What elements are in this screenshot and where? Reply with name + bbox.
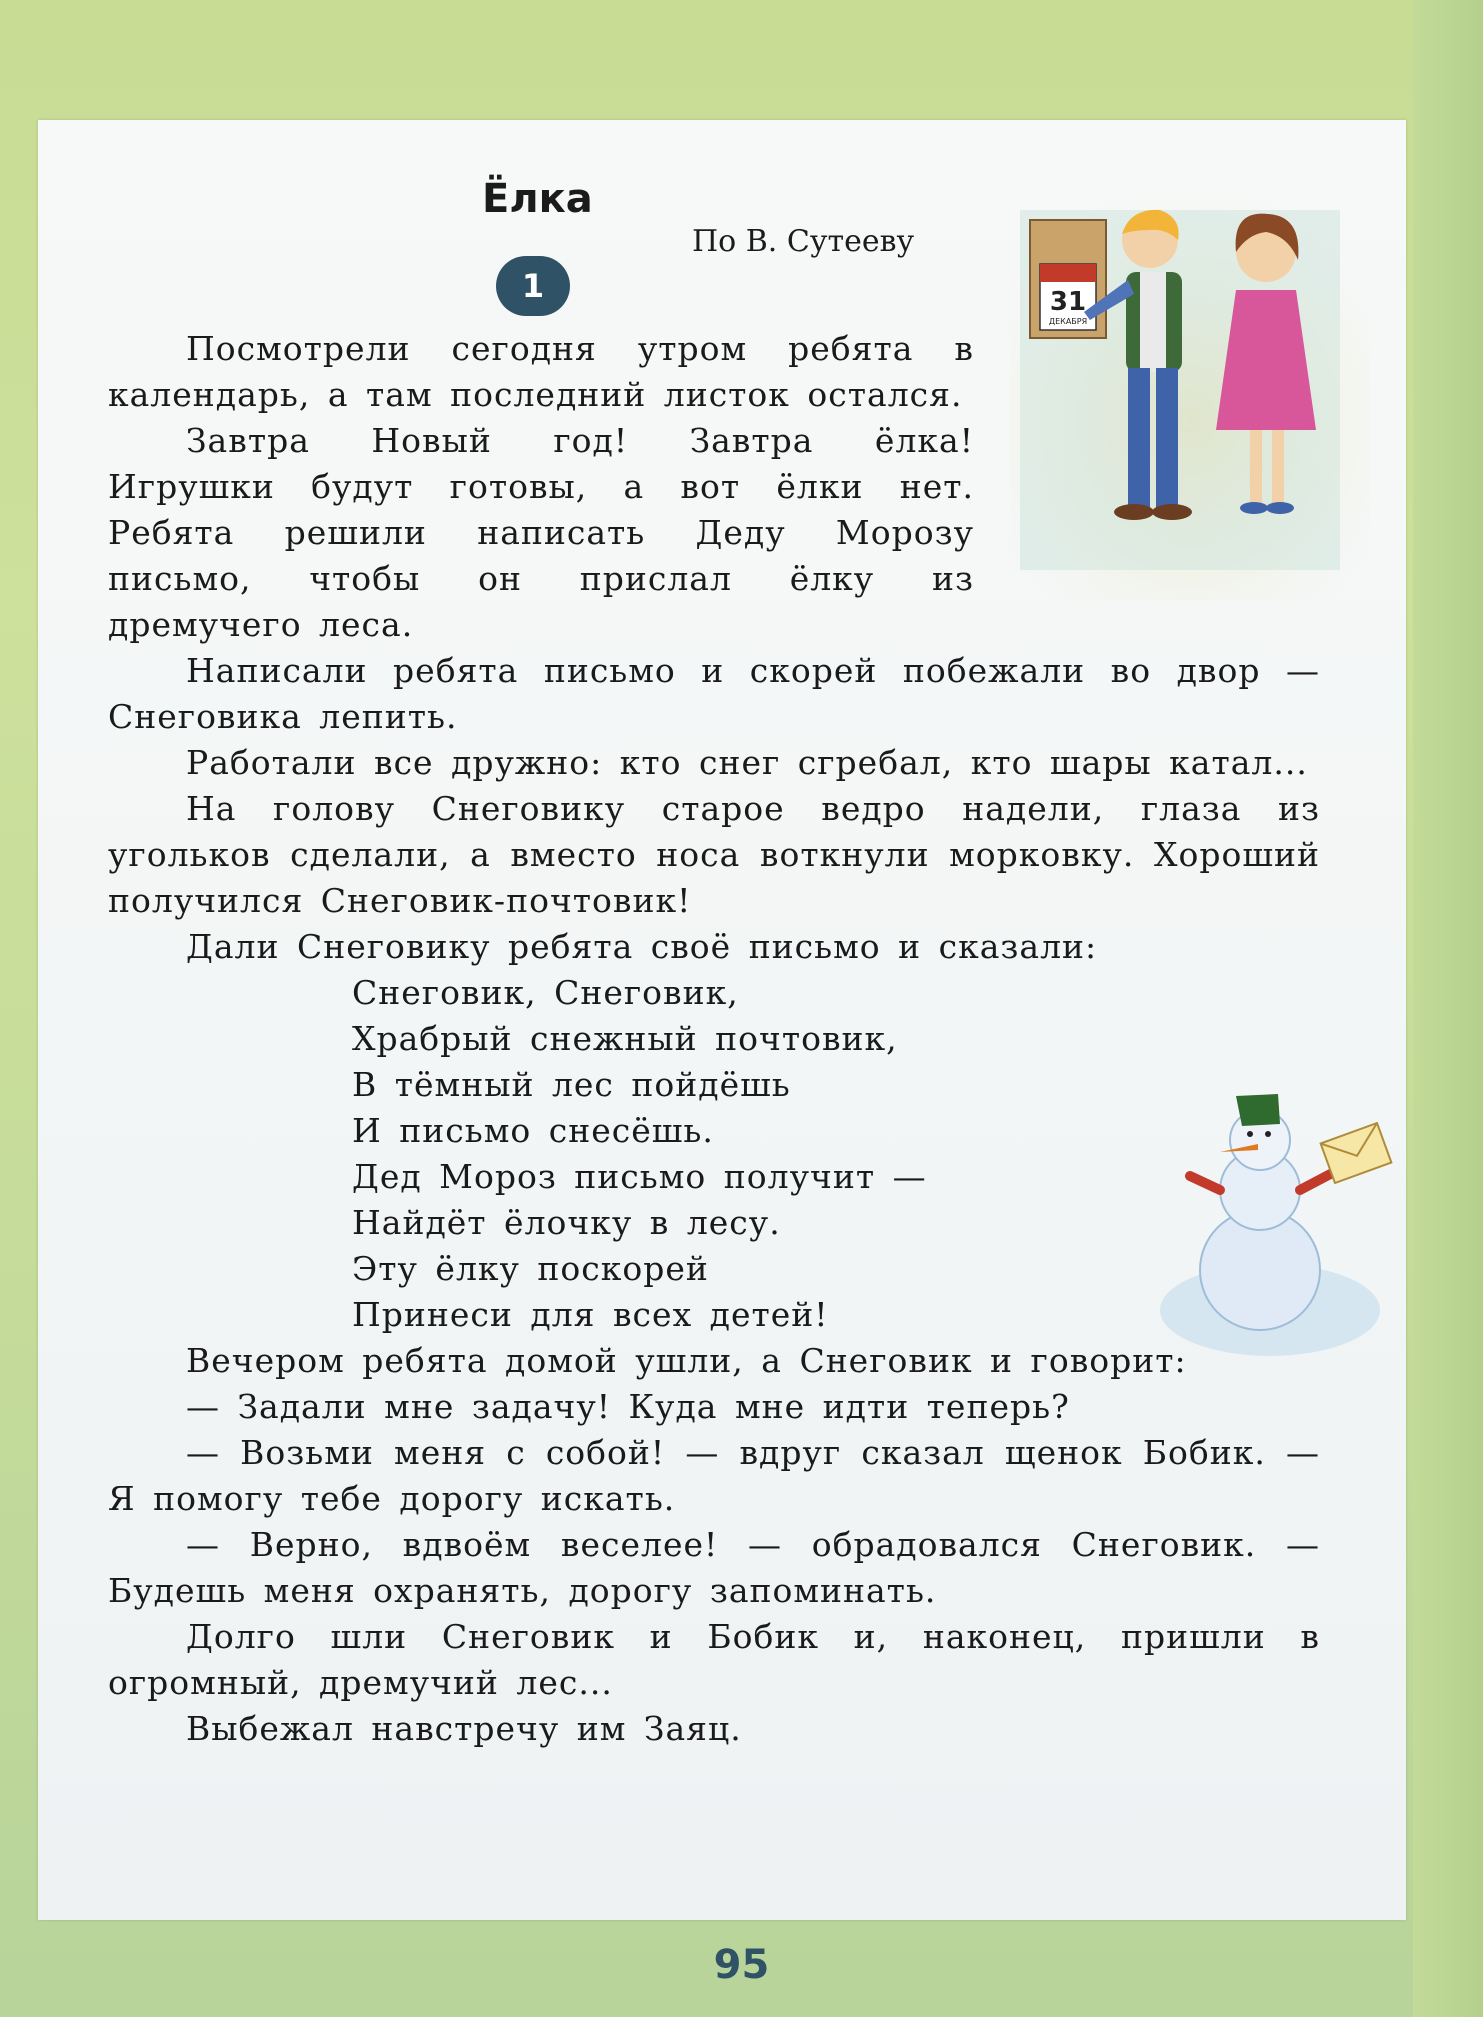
svg-text:ДЕКАБРЯ: ДЕКАБРЯ	[1048, 317, 1088, 326]
author-line: По В. Сутееву	[692, 224, 915, 259]
verse-line: Дед Мороз письмо получит —	[352, 1157, 927, 1196]
page-title: Ёлка	[482, 176, 593, 222]
verse-line: И письмо снесёшь.	[352, 1111, 714, 1150]
paragraph: — Задали мне задачу! Куда мне идти теперь?	[186, 1387, 1070, 1426]
paragraph: Работали все дружно: кто снег сгребал, кто шары катал...	[186, 743, 1308, 782]
verse-line: В тёмный лес пойдёшь	[352, 1065, 791, 1104]
paragraph: Вечером ребята домой ушли, а Снеговик и говорит:	[186, 1341, 1187, 1380]
verse-line: Храбрый снежный почтовик,	[352, 1019, 898, 1058]
story-text	[108, 326, 1320, 1752]
paragraph: На голову Снеговику старое ведро надели, глаза из угольков сделали, а вместо носа воткнули морковку. Хороший получился Снеговик-почтовик!	[108, 789, 1320, 920]
paragraph: Посмотрели сегодня утром ребята в календарь, а там последний листок остался.	[108, 329, 974, 414]
paragraph: Долго шли Снеговик и Бобик и, наконец, пришли в огромный, дремучий лес...	[108, 1617, 1320, 1702]
page-edge	[1413, 0, 1483, 2017]
paragraph: — Верно, вдвоём веселее! — обрадовался Снеговик. — Будешь меня охранять, дорогу запоминать.	[108, 1525, 1320, 1610]
verse-line: Принеси для всех детей!	[352, 1295, 829, 1334]
paragraph: Дали Снеговику ребята своё письмо и сказали:	[186, 927, 1098, 966]
paragraph: Выбежал навстречу им Заяц.	[186, 1709, 742, 1748]
svg-text:31: 31	[1049, 287, 1087, 317]
calendar-icon	[1030, 220, 1106, 338]
paragraph: Завтра Новый год! Завтра ёлка! Игрушки будут готовы, а вот ёлки нет. Ребята решили написать Деду Морозу письмо, чтобы он прислал ёлку из дремучего леса.	[108, 421, 974, 644]
verse-line: Снеговик, Снеговик,	[352, 973, 739, 1012]
page-number: 95	[713, 1942, 770, 1988]
paragraph: — Возьми меня с собой! — вдруг сказал щенок Бобик. — Я помогу тебе дорогу искать.	[108, 1433, 1320, 1518]
verse-line: Найдёт ёлочку в лесу.	[352, 1203, 781, 1242]
section-number-badge: 1	[496, 256, 570, 316]
envelope-icon	[1321, 1123, 1392, 1183]
paragraph: Написали ребята письмо и скорей побежали во двор — Снеговика лепить.	[108, 651, 1320, 736]
verse-line: Эту ёлку поскорей	[352, 1249, 709, 1288]
